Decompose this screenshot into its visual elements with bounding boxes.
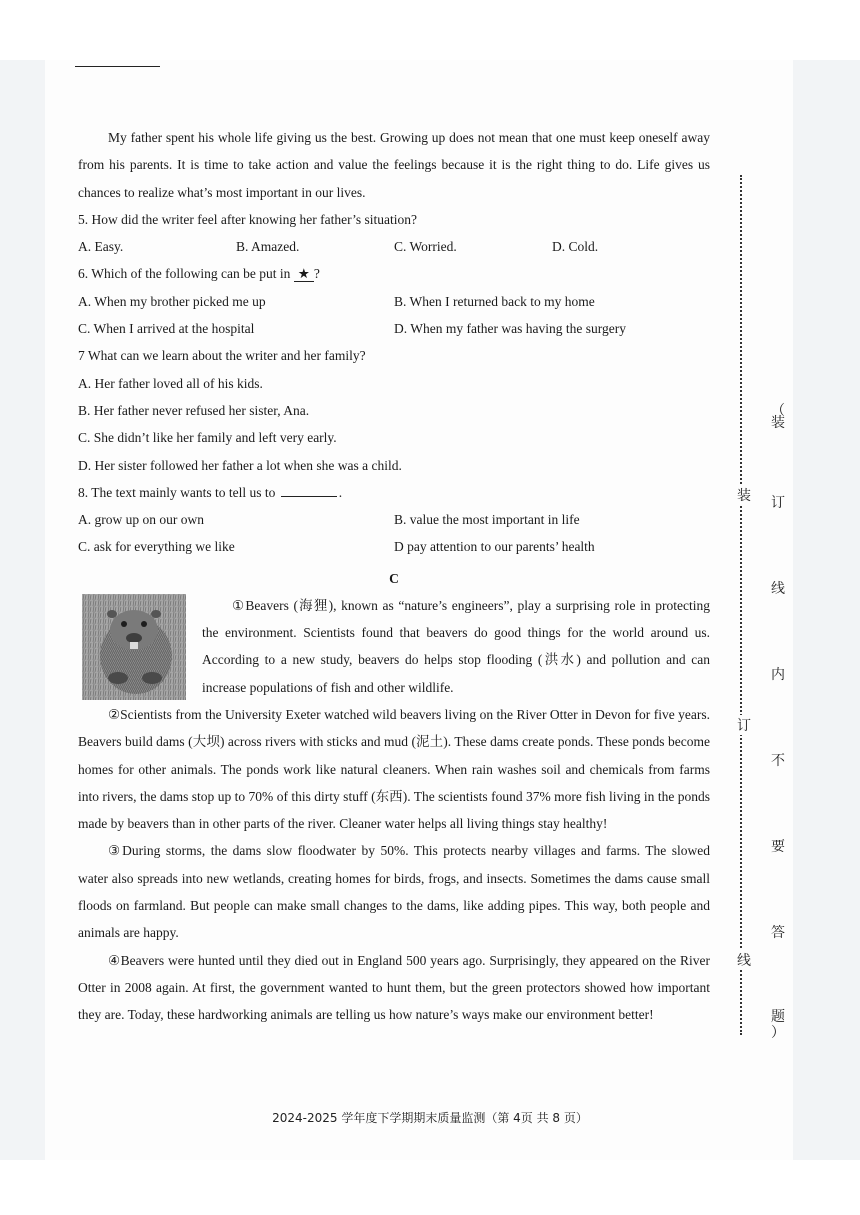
option: A. grow up on our own: [78, 512, 204, 528]
question-6-stem-end: ?: [313, 266, 320, 282]
section-c-paragraph-1: ①Beavers (海狸), known as “nature’s engineers”, play a surprising role in protecting the environment. Scientists found that beavers do good things for the world around us. According to a new study, beavers do helps stop flooding (洪水) and pollution and can increase populations of fish and other wildlife.: [202, 597, 710, 695]
binding-dotted-line: [740, 175, 742, 1035]
question-5-stem: 5. How did the writer feel after knowing her father’s situation?: [78, 211, 418, 227]
option: C. She didn’t like her family and left very early.: [78, 430, 337, 446]
option: B. value the most important in life: [394, 512, 580, 528]
question-6-stem: [78, 260, 710, 287]
notice-char: 装: [771, 415, 785, 431]
notice-char: 内: [771, 667, 785, 683]
notice-char: 答: [771, 925, 785, 941]
option: B. Her father never refused her sister, Ana.: [78, 402, 310, 418]
binding-mark: 装: [734, 485, 754, 505]
option: C. When I arrived at the hospital: [78, 321, 255, 337]
question-6-options-row-1: [78, 288, 710, 315]
question-8-stem-text: 8. The text mainly wants to tell us to: [78, 484, 279, 500]
option: B. When I returned back to my home: [394, 293, 595, 309]
page-footer: 2024-2025 学年度下学期期末质量监测（第 4页 共 8 页）: [272, 1111, 588, 1125]
question-8-stem-end: .: [338, 484, 343, 500]
question-8-options-row-1: [78, 506, 710, 533]
option: C. Worried.: [394, 239, 457, 255]
notice-char: 题: [771, 1009, 785, 1025]
option: A. Her father loved all of his kids.: [78, 375, 263, 391]
notice-char: 订: [771, 495, 785, 511]
section-c-intro: [78, 592, 710, 838]
question-8-stem: [78, 479, 710, 506]
question-7-stem: 7 What can we learn about the writer and her family?: [78, 348, 366, 364]
option: B. Amazed.: [236, 239, 300, 255]
scan-background-right: [793, 60, 860, 1160]
section-c-paragraph-3: ③During storms, the dams slow floodwater by 50%. This protects nearby villages and farms. The slowed water also spreads into new wetlands, creating homes for birds, frogs, and insects. Sometimes the dams cause small floods on farmland. But people can make small changes to the dams, like adding pipes. This way, both people and animals are happy.: [78, 843, 710, 941]
option: D. Cold.: [552, 239, 599, 255]
question-8-options-row-2: [78, 533, 710, 560]
binding-mark: 线: [734, 950, 754, 970]
notice-char: （: [771, 403, 785, 419]
section-c-paragraph-4: ④Beavers were hunted until they died out in England 500 years ago. Surprisingly, they appeared on the River Otter in 2008 again. At first, the government wanted to hunt them, but the green protectors showed how important they are. Today, these hardworking animals are telling us how nature’s ways make our environment better!: [78, 952, 710, 1023]
option: C. ask for everything we like: [78, 539, 235, 555]
top-rule: [75, 66, 160, 67]
notice-char: 不: [771, 753, 785, 769]
scan-background-left: [0, 60, 45, 1160]
beaver-photo: [82, 594, 186, 700]
option: D pay attention to our parents’ health: [394, 539, 595, 555]
answer-blank: [281, 482, 337, 497]
option: D. Her sister followed her father a lot when she was a child.: [78, 457, 402, 473]
notice-char: ）: [771, 1025, 785, 1041]
option: D. When my father was having the surgery: [394, 321, 626, 337]
question-5-options: [78, 233, 710, 260]
notice-char: 要: [771, 839, 785, 855]
section-c-heading: C: [389, 570, 399, 586]
option: A. When my brother picked me up: [78, 293, 266, 309]
question-6-stem-text: 6. Which of the following can be put in: [78, 266, 294, 282]
binding-line: [726, 175, 786, 1035]
notice-char: 线: [771, 581, 785, 597]
passage-b-ending: My father spent his whole life giving us the best. Growing up does not mean that one must keep oneself away from his parents. It is time to take action and value the feelings because it is the right thing to do. Life gives us chances to realize what’s most important in our lives.: [78, 130, 710, 200]
binding-mark: 订: [734, 715, 754, 735]
section-c-paragraph-2: ②Scientists from the University Exeter watched wild beavers living on the River Otter in Devon for five years. Beavers build dams (大坝) across rivers with sticks and mud (泥土). These dams create ponds. These ponds become homes for other animals. The ponds work like natural cleaners. When rain washes soil and chemicals from farms into rivers, the dams stop up to 70% of this dirty stuff (东西). The scientists found 37% more fish living in the ponds made by beavers than in other parts of the river. Cleaner water helps all living things stay healthy!: [78, 706, 710, 832]
question-6-options-row-2: [78, 315, 710, 342]
page-content: [78, 124, 710, 1029]
star-blank: ★: [294, 267, 314, 282]
option: A. Easy.: [78, 239, 124, 255]
